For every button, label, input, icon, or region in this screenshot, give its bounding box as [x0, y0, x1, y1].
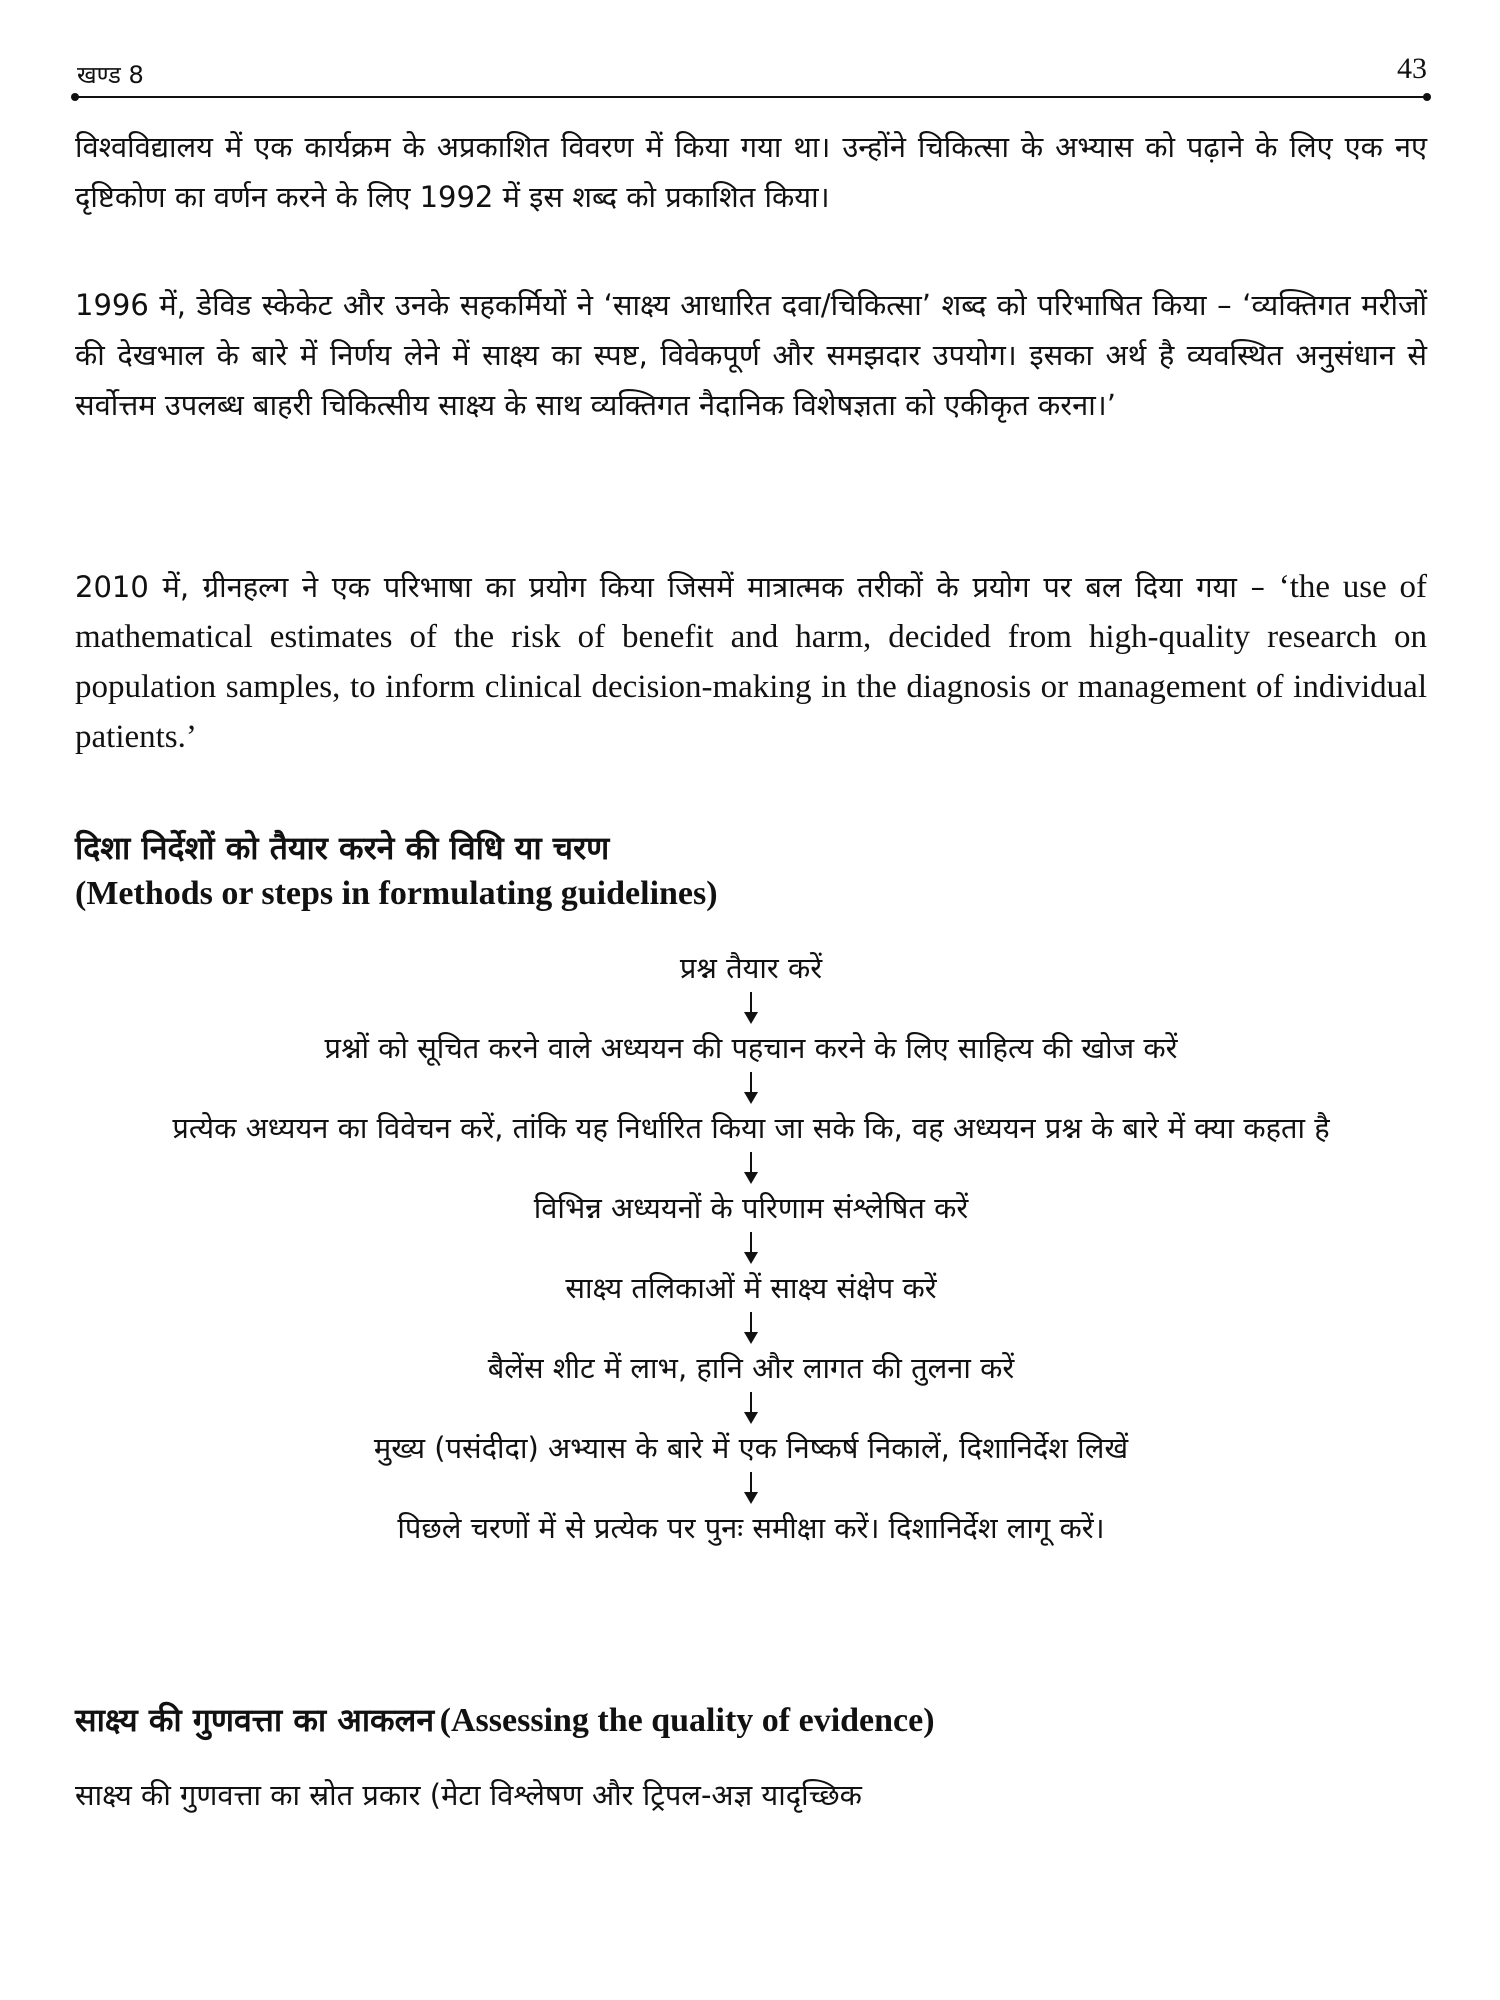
- paragraph-3-english: ‘the use of mathematical estimates of the risk of benefit and harm, decided from high-quality research on population samples, to inform clinical decision-making in the diagnosis or management of individual patients.’: [75, 569, 1428, 755]
- flow-step-7: मुख्य (पसंदीदा) अभ्यास के बारे में एक निष्कर्ष निकालें, दिशानिर्देश लिखें: [373, 1431, 1129, 1465]
- flow-step-3: प्रत्येक अध्ययन का विवेचन करें, तांकि यह निर्धारित किया जा सके कि, वह अध्ययन प्रश्न के बारे में क्या कहता है: [172, 1111, 1330, 1145]
- document-page: [75, 0, 1427, 2000]
- guidelines-flowchart: [75, 944, 1427, 1552]
- paragraph-3: [75, 562, 1427, 762]
- flow-arrow-down-icon: [741, 1152, 761, 1184]
- heading-evidence-hindi: साक्ष्य की गुणवत्ता का आकलन: [75, 1701, 435, 1739]
- paragraph-1: विश्वविद्यालय में एक कार्यक्रम के अप्रकाशित विवरण में किया गया था। उन्होंने चिकित्सा के अभ्यास को पढ़ाने के लिए एक नए दृष्टिकोण का वर्णन करने के लिए 1992 में इस शब्द को प्रकाशित किया।: [75, 130, 1427, 214]
- paragraph-2: 1996 में, डेविड स्केकेट और उनके सहकर्मियों ने ‘साक्ष्य आधारित दवा/चिकित्सा’ शब्द को परिभाषित किया – ‘व्यक्तिगत मरीजों की देखभाल के बारे में निर्णय लेने में साक्ष्य का स्पष्ट, विवेकपूर्ण और समझदार उपयोग। इसका अर्थ है व्यवस्थित अनुसंधान से सर्वोत्तम उपलब्ध बाहरी चिकित्सीय साक्ष्य के साथ व्यक्तिगत नैदानिक विशेषज्ञता को एकीकृत करना।’: [75, 288, 1427, 422]
- flow-step-4: विभिन्न अध्ययनों के परिणाम संश्लेषित करें: [533, 1191, 969, 1225]
- paragraph-evidence-quality: साक्ष्य की गुणवत्ता का स्रोत प्रकार (मेटा विश्लेषण और ट्रिपल-अज्ञ यादृच्छिक: [75, 1778, 862, 1812]
- section-heading-evidence-quality: [75, 1696, 1427, 1750]
- flow-arrow-down-icon: [741, 1472, 761, 1504]
- page-header: [75, 52, 1427, 92]
- flow-step-2: प्रश्नों को सूचित करने वाले अध्ययन की पहचान करने के लिए साहित्य की खोज करें: [324, 1031, 1178, 1065]
- flow-step-8: पिछले चरणों में से प्रत्येक पर पुनः समीक्षा करें। दिशानिर्देश लागू करें।: [397, 1511, 1105, 1545]
- heading-evidence-english: (Assessing the quality of evidence): [439, 1702, 935, 1739]
- section-heading-guidelines: [75, 824, 1427, 916]
- paragraph-3-hindi: 2010 में, ग्रीनहल्ग ने एक परिभाषा का प्रयोग किया जिसमें मात्रात्मक तरीकों के प्रयोग पर बल दिया गया –: [75, 570, 1266, 604]
- flow-arrow-down-icon: [741, 1232, 761, 1264]
- header-divider: [75, 96, 1427, 98]
- flow-step-6: बैलेंस शीट में लाभ, हानि और लागत की तुलना करें: [487, 1351, 1015, 1385]
- flow-arrow-down-icon: [741, 992, 761, 1024]
- heading-guidelines-hindi: दिशा निर्देशों को तैयार करने की विधि या चरण: [75, 829, 610, 867]
- heading-guidelines-english: (Methods or steps in formulating guidelines): [75, 875, 718, 912]
- flow-step-5: साक्ष्य तलिकाओं में साक्ष्य संक्षेप करें: [565, 1271, 937, 1305]
- flow-arrow-down-icon: [741, 1072, 761, 1104]
- flow-step-1: प्रश्न तैयार करें: [679, 951, 823, 985]
- section-label: खण्ड 8: [77, 61, 144, 89]
- flow-arrow-down-icon: [741, 1392, 761, 1424]
- page-number: 43: [1397, 52, 1427, 85]
- flow-arrow-down-icon: [741, 1312, 761, 1344]
